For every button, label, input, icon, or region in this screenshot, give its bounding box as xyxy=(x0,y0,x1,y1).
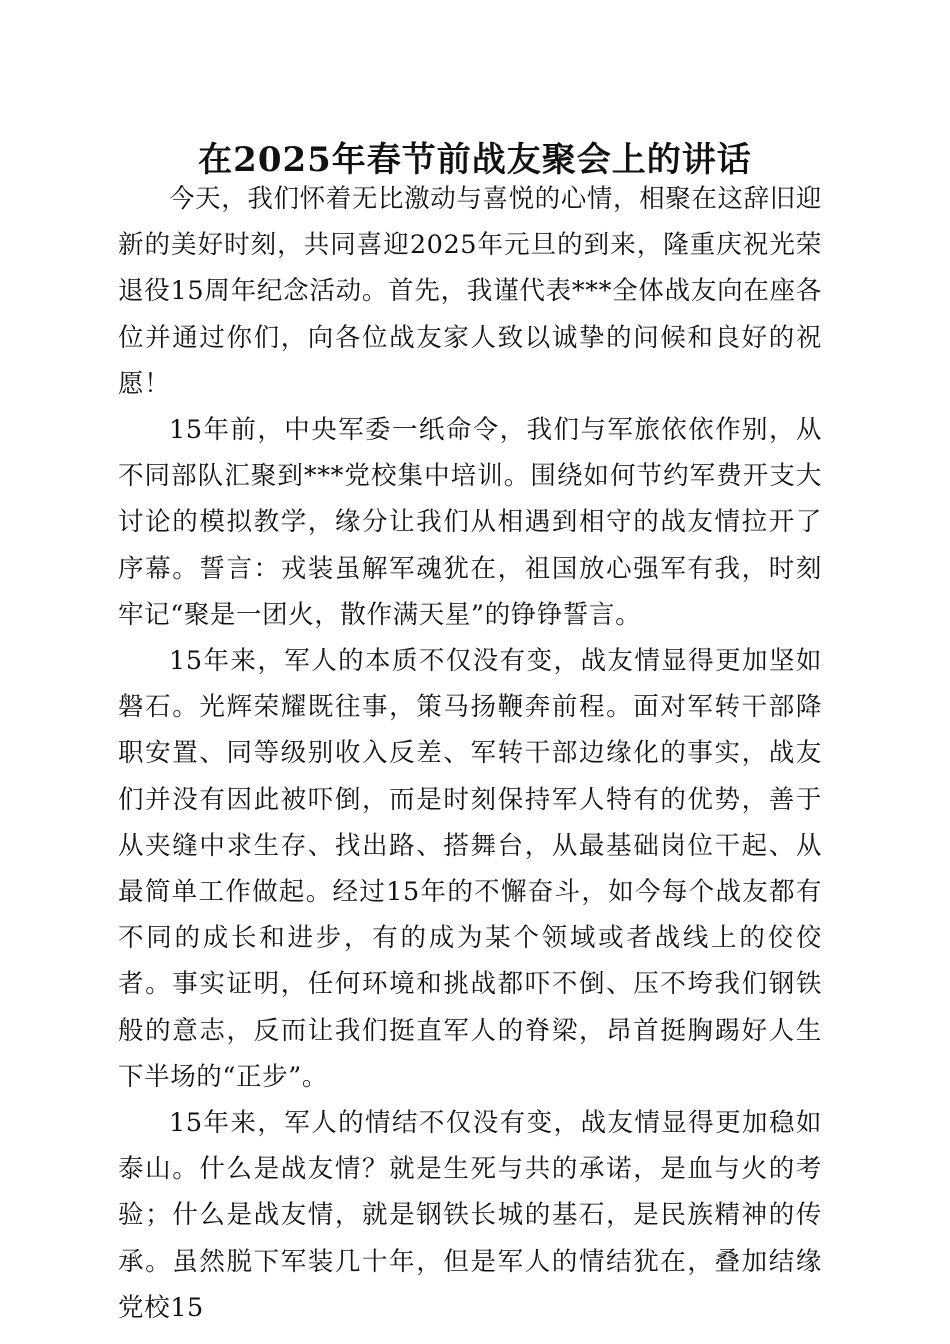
paragraph: 15年来，军人的本质不仅没有变，战友情显得更加坚如磐石。光辉荣耀既往事，策马扬鞭奔前程。面对军转干部降职安置、同等级别收入反差、军转干部边缘化的事实，战友们并没有因此被吓倒，而是时刻保持军人特有的优势，善于从夹缝中求生存、找出路、搭舞台，从最基础岗位干起、从最简单工作做起。经过15年的不懈奋斗，如今每个战友都有不同的成长和进步，有的成为某个领域或者战线上的佼佼者。事实证明，任何环境和挑战都吓不倒、压不垮我们钢铁般的意志，反而让我们挺直军人的脊梁，昂首挺胸踢好人生下半场的“正步”。 xyxy=(118,646,822,1092)
paragraph: 15年前，中央军委一纸命令，我们与军旅依依作别，从不同部队汇聚到***党校集中培训。围绕如何节约军费开支大讨论的模拟教学，缘分让我们从相遇到相守的战友情拉开了序幕。誓言：戎装虽解军魂犹在，祖国放心强军有我，时刻牢记“聚是一团火，散作满天星”的铮铮誓言。 xyxy=(118,415,822,630)
paragraph: 15年来，军人的情结不仅没有变，战友情显得更加稳如泰山。什么是战友情？就是生死与共的承诺，是血与火的考验；什么是战友情，就是钢铁长城的基石，是民族精神的传承。虽然脱下军装几十年，但是军人的情结犹在，叠加结缘党校15 xyxy=(118,1108,822,1323)
paragraph: 今天，我们怀着无比激动与喜悦的心情，相聚在这辞旧迎新的美好时刻，共同喜迎2025年元旦的到来，隆重庆祝光荣退役15周年纪念活动。首先，我谨代表***全体战友向在座各位并通过你们，向各位战友家人致以诚挚的问候和良好的祝愿！ xyxy=(118,184,822,399)
document-title: 在2025年春节前战友聚会上的讲话 xyxy=(198,140,752,180)
document-body xyxy=(118,176,822,1331)
